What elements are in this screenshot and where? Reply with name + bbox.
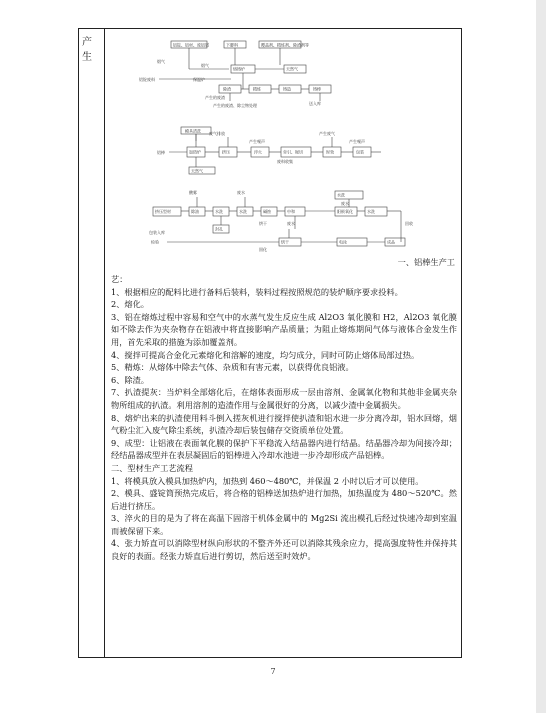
diagram-label: 加热炉: [189, 149, 201, 155]
diagram-label: 中和: [287, 209, 295, 214]
paragraph: 4、张力矫直可以消除型材纵向形状的不整齐外还可以消除其残余应力，提高强度特性并保持其良好的表面。经张力矫直后进行剪切，然后送至时效炉。: [111, 538, 457, 562]
diagram-label: 铝棒: [157, 150, 165, 155]
diagram-label: 水洗: [215, 209, 223, 214]
diagram-label: 天然气: [191, 168, 203, 174]
diagram-label: 天然气: [286, 66, 298, 72]
paragraph: 8、熔炉出来的扒渣使用料斗倒入搓灰机进行搅拌使扒渣和铝水进一步分离冷却，铝水回熔，烟气粉尘汇入废气除尘系统，扒渣冷却后装包储存交资质单位处置。: [111, 412, 457, 436]
paragraph: 1、根据相应的配料比进行备料后装料，装料过程按照规范的装炉顺序要求投料。: [111, 286, 403, 297]
diagram-label: 封孔: [215, 226, 223, 232]
paragraph: 艺：: [111, 274, 128, 284]
paragraph: 4、搅拌可提高合金化元素熔化和溶解的速度，均匀成分，同时可防止熔体局部过热。: [111, 349, 420, 360]
diagram-label: 淬火: [254, 149, 262, 155]
diagram-label: 送入库: [309, 101, 321, 106]
diagram-label: 覆盖剂、精炼剂、除渣剂等: [261, 42, 309, 48]
diagram-label: 挤压型材: [155, 209, 171, 214]
diagram-label: 烟气: [157, 59, 165, 64]
diagram-label: 产生的废渣: [205, 95, 225, 100]
diagram-label: 时效: [326, 149, 334, 155]
diagram-label: 成品: [387, 239, 395, 245]
content-cell: [109, 29, 459, 657]
diagram-label: 烘干: [259, 221, 267, 226]
diagram-label: 废气排放: [209, 131, 225, 136]
diagram-label: 产生废气: [319, 131, 335, 136]
diagram-label: 产生噪声: [349, 139, 365, 144]
diagram-label: 挤压: [222, 149, 230, 155]
diagram-label: 铸棒: [313, 86, 321, 92]
diagram-label: 包装: [356, 149, 364, 155]
diagram-label: 碱蚀: [263, 209, 271, 214]
diagram-label: 固化: [259, 247, 267, 252]
diagram-label: 除渣: [223, 86, 231, 92]
diagram-label: 产生的废渣、除尘物处理: [213, 103, 257, 108]
diagram-label: 电泳: [339, 239, 347, 245]
section-title: 一、铝棒生产工: [397, 257, 455, 267]
diagram-label: 熔铸炉: [233, 66, 245, 72]
paragraph: 7、扒渣提灰：当炉料全部熔化后，在熔体表面形成一层由溶剂、金属氧化物和其他非金属夹杂物所组成的扒渣。利用溶剂的造渣作用与金属很好的分离，以减少渣中金属损失。: [111, 387, 457, 410]
paragraph: 5、精炼：从熔体中除去气体、杂质和有害元素，以获得优良铝液。: [111, 362, 354, 373]
diagram-label: 下脚料: [226, 42, 238, 48]
body-text: [111, 273, 457, 563]
diagram-label: 检验: [151, 239, 159, 245]
paragraph: 2、模具、盛锭筒预热完成后，将合格的铝棒送加热炉进行加热，加热温度为 480～520℃。然后进行挤压。: [111, 488, 457, 511]
paragraph: 3、淬火的目的是为了将在高温下固溶于机体金属中的 Mg2Si 流出模孔后经过快速冷却到室温而被保留下来。: [111, 513, 457, 536]
diagram-label: 产生噪声: [249, 139, 265, 144]
paragraph: 1、将模具放入模具加热炉内，加热到 460～480℃，并保温 2 小时以后才可以使用。: [111, 475, 424, 486]
paragraph: 3、铝在熔炼过程中容易和空气中的水蒸气发生反应生成 Al2O3 氧化膜和 H2，Al2O3 氧化膜如不除去作为夹杂物存在铝液中将直接影响产品质量；为阻止熔炼期间气体与液体合金发生作用，首先采取的措施为添加覆盖剂。: [111, 311, 457, 347]
diagram-label: 烟气: [201, 63, 209, 68]
diagram-label: 牵引、锯切: [283, 149, 303, 155]
diagram-label: 包装入库: [149, 230, 165, 235]
diagram-label: 回收: [405, 221, 413, 226]
process-flow-diagram: [109, 29, 459, 261]
diagram-label: 水洗: [337, 192, 345, 198]
paragraph: 6、除渣。: [111, 374, 149, 385]
diagram-label: 废水: [341, 201, 349, 206]
diagram-label: 废水: [287, 221, 295, 226]
diagram-label: 铝锭、铝材、废铝屑: [173, 42, 209, 48]
diagram-label: 酸雾: [189, 190, 197, 195]
diagram-label: 保温炉: [193, 77, 205, 82]
table-frame: [78, 28, 462, 658]
row-label: 产 生: [82, 37, 95, 63]
paragraph: 9、成型：让铝液在表面氧化膜的保护下平稳流入结晶器内进行结晶。结晶器冷却为间接冷却；经结晶器成型并在表层凝固后的铝棒进入冷却水池进一步冷却形成产品铝棒。: [111, 437, 457, 461]
diagram-label: 精炼: [253, 86, 261, 92]
diagram-label: 废水: [237, 190, 245, 195]
diagram-label: 铸造: [283, 86, 291, 92]
diagram-label: 水洗: [367, 209, 375, 214]
diagram-label: 烘干: [281, 239, 289, 245]
diagram-label: 水洗: [239, 209, 247, 214]
diagram-label: 模具清洗: [185, 128, 201, 134]
row-label-cell: [79, 29, 105, 657]
diagram-label: 铝锭废料: [139, 77, 155, 82]
diagram-label: 除油: [191, 209, 199, 214]
page-number: 7: [270, 667, 276, 676]
paragraph: 2、熔化。: [111, 299, 149, 310]
diagram-label: 废料收集: [277, 159, 293, 164]
page-edge-shadow: [536, 0, 546, 713]
diagram-label: 阳极氧化: [337, 209, 353, 214]
section-heading: 二、型材生产工艺流程: [111, 462, 193, 473]
